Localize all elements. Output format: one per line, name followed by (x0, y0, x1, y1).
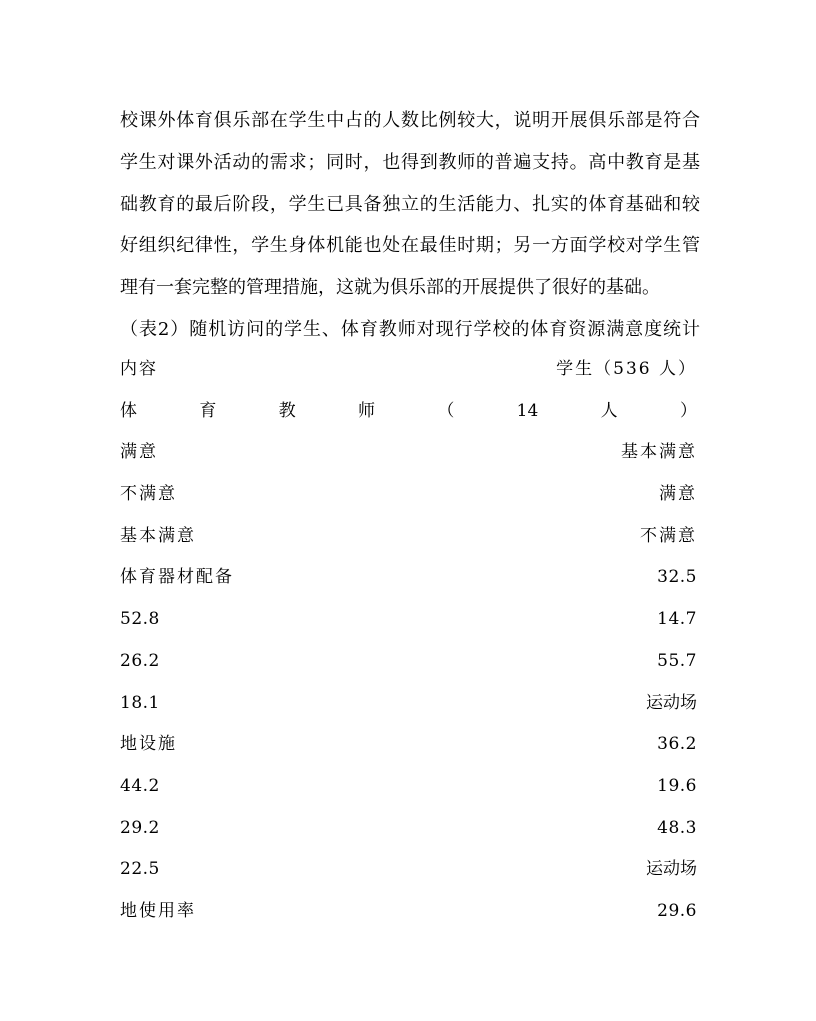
table-cell-left: 体育器材配备 (120, 567, 234, 588)
table-row (120, 391, 697, 433)
table-cell-right: 运动场 (646, 692, 697, 713)
table-row (120, 557, 697, 599)
table-cell-right: 14.7 (657, 609, 697, 630)
table-cell-left: 地设施 (120, 734, 177, 755)
table-row (120, 891, 697, 933)
paragraph-line: 础教育的最后阶段，学生已具备独立的生活能力、扎实的体育基础和较 (120, 193, 700, 215)
table-cell-fragment: 师 (357, 400, 375, 421)
paragraph-line: 理有一套完整的管理措施，这就为俱乐部的开展提供了很好的基础。 (120, 277, 660, 299)
table-cell-right: 32.5 (657, 567, 697, 588)
table-cell-right: 55.7 (657, 650, 697, 671)
table-cell-fragment: （ (437, 400, 455, 421)
table-row (120, 474, 697, 516)
table-cell-left: 不满意 (120, 484, 177, 505)
table-cell-right: 学生（536 人） (556, 359, 697, 379)
table-row (120, 349, 697, 391)
table-cell-fragment: 教 (278, 400, 296, 421)
table-cell-left: 52.8 (120, 609, 160, 630)
table-cell-left: 29.2 (120, 817, 160, 838)
table-cell-left: 地使用率 (120, 900, 196, 921)
table-row (120, 724, 697, 766)
table-cell-left: 44.2 (120, 775, 160, 796)
table-cell-fragment: 人 (600, 400, 618, 421)
table-cell-right: 29.6 (657, 900, 697, 921)
table-row (120, 599, 697, 641)
table-cell-fragment: 育 (199, 400, 217, 421)
table-row (120, 766, 697, 808)
table-row (120, 432, 697, 474)
table-row (120, 808, 697, 850)
table-row (120, 849, 697, 891)
table-cell-fragment: ） (679, 400, 697, 421)
table-cell-right: 不满意 (640, 525, 697, 546)
paragraph-line: 学生对课外活动的需求；同时，也得到教师的普遍支持。高中教育是基 (120, 151, 700, 173)
table-cell-right: 36.2 (657, 734, 697, 755)
table-cell-left: 满意 (120, 442, 158, 463)
table-cell-right: 基本满意 (621, 442, 697, 463)
table-cell-left: 内容 (120, 359, 158, 379)
table-row (120, 516, 697, 558)
table-cell-left: 22.5 (120, 859, 160, 880)
table-cell-left: 26.2 (120, 650, 160, 671)
table-cell-right: 48.3 (657, 817, 697, 838)
table-cell-fragment: 14 (516, 400, 539, 421)
table-cell-fragment: 体 (120, 400, 137, 421)
table-row (120, 641, 697, 683)
table-cell-right: 19.6 (657, 775, 697, 796)
body-paragraph (120, 100, 700, 351)
table-cell-left: 基本满意 (120, 525, 196, 546)
table-cell-left: 18.1 (120, 692, 160, 713)
table-cell-right: 运动场 (646, 859, 697, 880)
survey-table (120, 349, 697, 933)
paragraph-line: 好组织纪律性，学生身体机能也处在最佳时期；另一方面学校对学生管 (120, 235, 700, 257)
paragraph-line: 校课外体育俱乐部在学生中占的人数比例较大，说明开展俱乐部是符合 (120, 110, 700, 131)
table-caption: （表2）随机访问的学生、体育教师对现行学校的体育资源满意度统计 (120, 318, 700, 340)
table-row (120, 683, 697, 725)
table-cell-right: 满意 (659, 484, 697, 505)
